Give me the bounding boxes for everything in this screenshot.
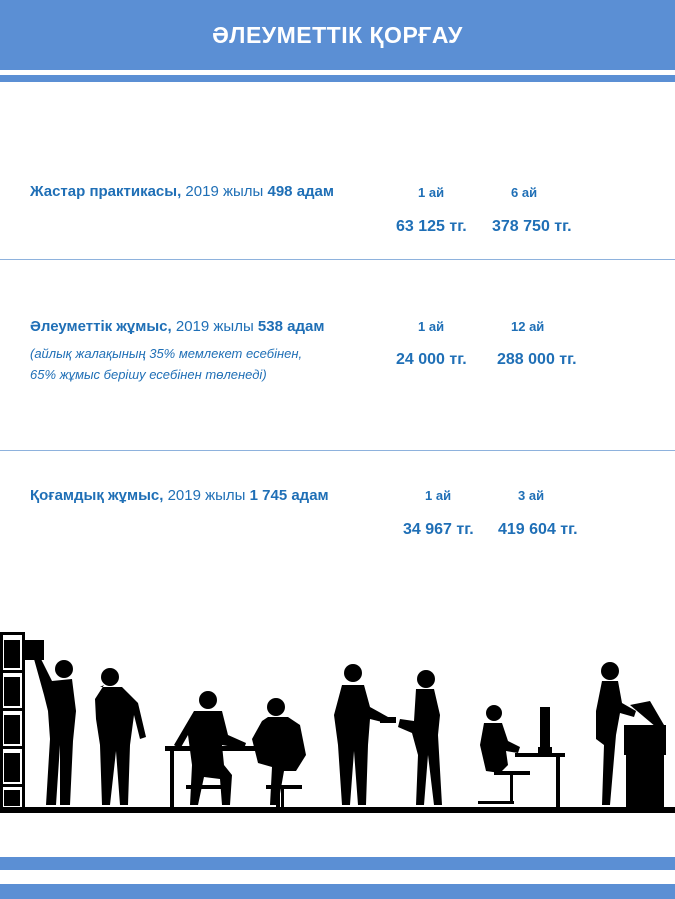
- block-2-count: 538 адам: [257, 318, 325, 335]
- block-2-heading: [30, 318, 324, 335]
- office-workers-silhouette-icon: [0, 615, 675, 820]
- block-3-amount-1: 34 967 тг.: [403, 521, 474, 538]
- block-2-name: Әлеуметтік жұмыс,: [30, 318, 172, 335]
- block-1-heading: [30, 183, 334, 200]
- block-3-period-1: 1 ай: [425, 488, 452, 503]
- header-stripe: [0, 75, 675, 82]
- divider-1: [0, 259, 675, 260]
- block-1-name: Жастар практикасы,: [30, 183, 182, 200]
- divider-2: [0, 450, 675, 451]
- block-3-amount-2: 419 604 тг.: [498, 521, 578, 538]
- footer-stripe-2: [0, 884, 675, 899]
- block-1-period-1: 1 ай: [418, 185, 445, 200]
- block-1-period-2: 6 ай: [511, 185, 538, 200]
- block-3-count: 1 745 адам: [249, 487, 329, 504]
- block-2-amount-1: 24 000 тг.: [396, 351, 467, 368]
- block-2-note: [30, 343, 302, 385]
- block-1-year: 2019 жылы: [181, 183, 268, 200]
- block-3-heading: [30, 487, 329, 504]
- block-2-period-1: 1 ай: [418, 319, 445, 334]
- header-banner: [0, 0, 675, 70]
- block-3-name: Қоғамдық жұмыс,: [30, 487, 164, 504]
- block-2-year: 2019 жылы: [171, 318, 258, 335]
- block-1-amount-1: 63 125 тг.: [396, 218, 467, 235]
- block-3-period-2: 3 ай: [518, 488, 545, 503]
- footer-stripe-1: [0, 857, 675, 870]
- block-1-amount-2: 378 750 тг.: [492, 218, 572, 235]
- page-title: ӘЛЕУМЕТТІК ҚОРҒАУ: [212, 21, 463, 48]
- block-2-note-line-2: 65% жұмыс берішу есебінен төленеді): [30, 367, 267, 382]
- block-1-count: 498 адам: [267, 183, 334, 200]
- block-2-amount-2: 288 000 тг.: [497, 351, 577, 368]
- block-2-note-line-1: (айлық жалақының 35% мемлекет есебінен,: [30, 346, 303, 361]
- block-2-period-2: 12 ай: [511, 319, 545, 334]
- block-3-year: 2019 жылы: [163, 487, 250, 504]
